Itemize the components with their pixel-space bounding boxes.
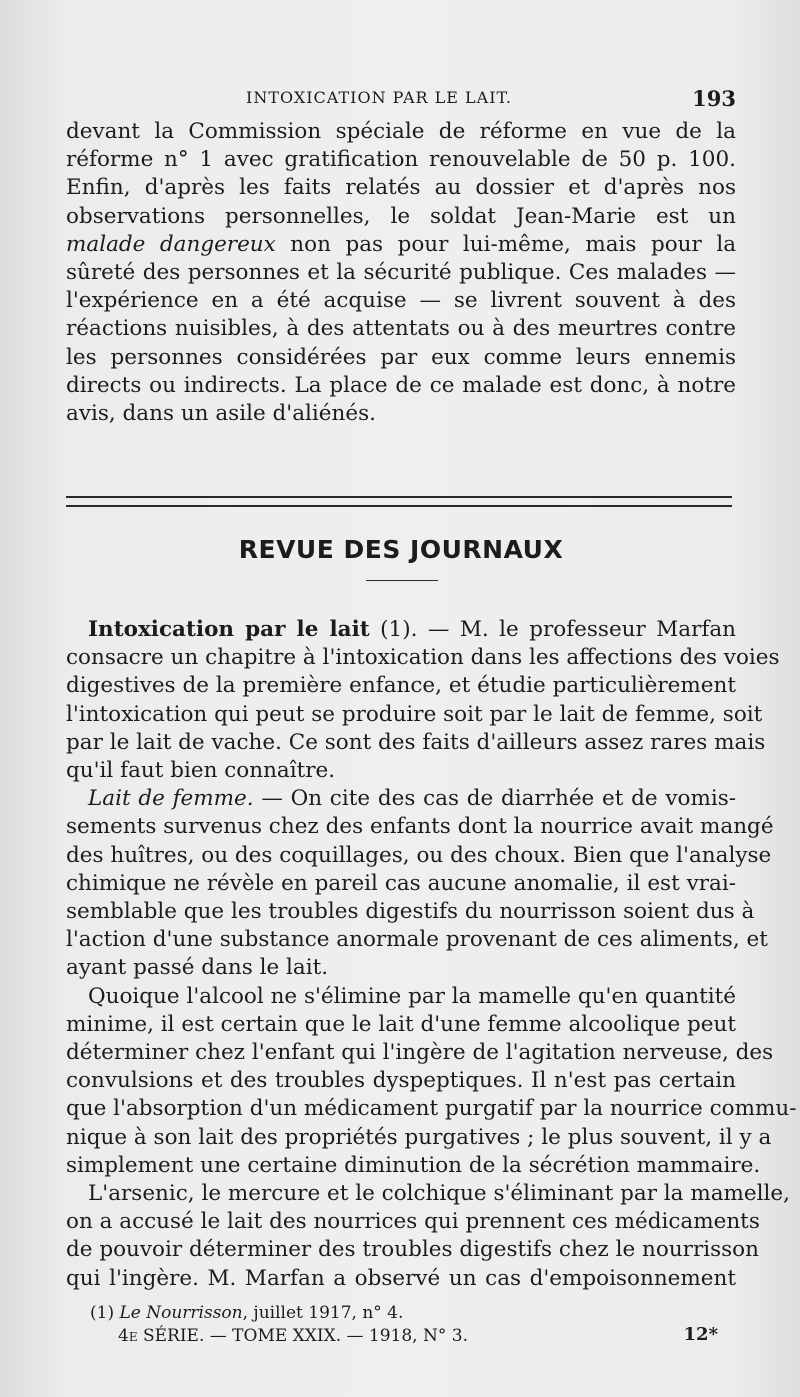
text-fragment: — On cite des cas de diarrhée et de vomis- <box>253 786 737 812</box>
text-line: de pouvoir déterminer des troubles digestifs chez le nourrisson <box>66 1237 759 1263</box>
emphasis-text: malade dangereux <box>66 231 276 257</box>
text-line: simplement une certaine diminution de la sécrétion mammaire. <box>66 1152 761 1178</box>
text-line: que l'absorption d'un médicament purgatif par la nourrice commu- <box>66 1096 797 1122</box>
footnote-marker: (1) <box>90 1303 120 1323</box>
text-line: qui l'ingère. M. Marfan a observé un cas d'empoisonnement <box>66 1265 736 1291</box>
section-divider <box>66 496 732 507</box>
footnote <box>90 1303 403 1323</box>
text-line: qu'il faut bien connaître. <box>66 758 336 784</box>
footnote-journal: Le Nourrisson <box>119 1303 243 1323</box>
title-underline <box>366 580 438 581</box>
text-line: l'expérience en a été acquise — se livrent souvent à des <box>66 288 736 314</box>
page-number: 193 <box>692 86 736 111</box>
section-title: REVUE DES JOURNAUX <box>238 535 564 564</box>
article-heading-line <box>66 616 736 644</box>
text-line: convulsions et des troubles dyspeptiques. Il n'est pas certain <box>66 1068 736 1094</box>
text-line: ayant passé dans le lait. <box>66 955 329 981</box>
text-line: réforme n° 1 avec gratification renouvelable de 50 p. 100. <box>66 147 736 173</box>
text-line: par le lait de vache. Ce sont des faits d'ailleurs assez rares mais <box>66 729 766 755</box>
text-line: devant la Commission spéciale de réforme en vue de la <box>66 119 736 144</box>
page-header <box>66 86 736 112</box>
text-line: digestives de la première enfance, et étudie particulièrement <box>66 673 736 699</box>
subheading-line <box>66 785 736 813</box>
continued-paragraph <box>66 118 736 428</box>
text-fragment: (1). — M. le professeur Marfan <box>369 617 736 642</box>
text-line: réactions nuisibles, à des attentats ou à des meurtres contre <box>66 316 736 342</box>
text-line: minime, il est certain que le lait d'une femme alcoolique peut <box>66 1011 736 1037</box>
text-line: l'intoxication qui peut se produire soit par le lait de femme, soit <box>66 701 763 727</box>
text-line: nique à son lait des propriétés purgatives ; le plus souvent, il y a <box>66 1124 772 1150</box>
sheet-mark: 12* <box>683 1324 718 1345</box>
text-fragment: non pas pour lui-même, mais pour la <box>275 231 737 257</box>
text-line: chimique ne révèle en pareil cas aucune anomalie, il est vrai- <box>66 870 736 896</box>
text-line <box>66 231 736 259</box>
text-line: des huîtres, ou des coquillages, ou des choux. Bien que l'analyse <box>66 842 772 868</box>
text-line: l'action d'une substance anormale provenant de ces aliments, et <box>66 927 768 953</box>
text-line: avis, dans un asile d'aliénés. <box>66 401 376 427</box>
running-title: INTOXICATION PAR LE LAIT. <box>246 88 512 107</box>
text-line: sûreté des personnes et la sécurité publique. Ces malades — <box>66 260 736 286</box>
article-body <box>66 616 797 1293</box>
text-line: sements survenus chez des enfants dont la nourrice avait mangé <box>66 814 774 840</box>
text-line: on a accusé le lait des nourrices qui prennent ces médicaments <box>66 1209 760 1235</box>
text-line: directs ou indirects. La place de ce malade est donc, à notre <box>66 372 736 398</box>
text-line: semblable que les troubles digestifs du nourrisson soient dus à <box>66 899 755 925</box>
text-line: L'arsenic, le mercure et le colchique s'éliminant par la mamelle, <box>88 1181 790 1207</box>
text-line: les personnes considérées par eux comme leurs ennemis <box>66 344 736 370</box>
text-line: Quoique l'alcool ne s'élimine par la mamelle qu'en quantité <box>88 983 737 1009</box>
subheading: Lait de femme. <box>88 786 254 812</box>
series-signature: 4e SÉRIE. — TOME XXIX. — 1918, N° 3. <box>118 1326 468 1346</box>
text-line: déterminer chez l'enfant qui l'ingère de l'agitation nerveuse, des <box>66 1040 774 1066</box>
article-heading: Intoxication par le lait <box>88 617 370 642</box>
footnote-text: , juillet 1917, n° 4. <box>242 1303 404 1323</box>
text-line: Enfin, d'après les faits relatés au dossier et d'après nos <box>66 175 736 201</box>
text-line: observations personnelles, le soldat Jean-Marie est un <box>66 203 736 229</box>
text-line: consacre un chapitre à l'intoxication dans les affections des voies <box>66 645 780 671</box>
